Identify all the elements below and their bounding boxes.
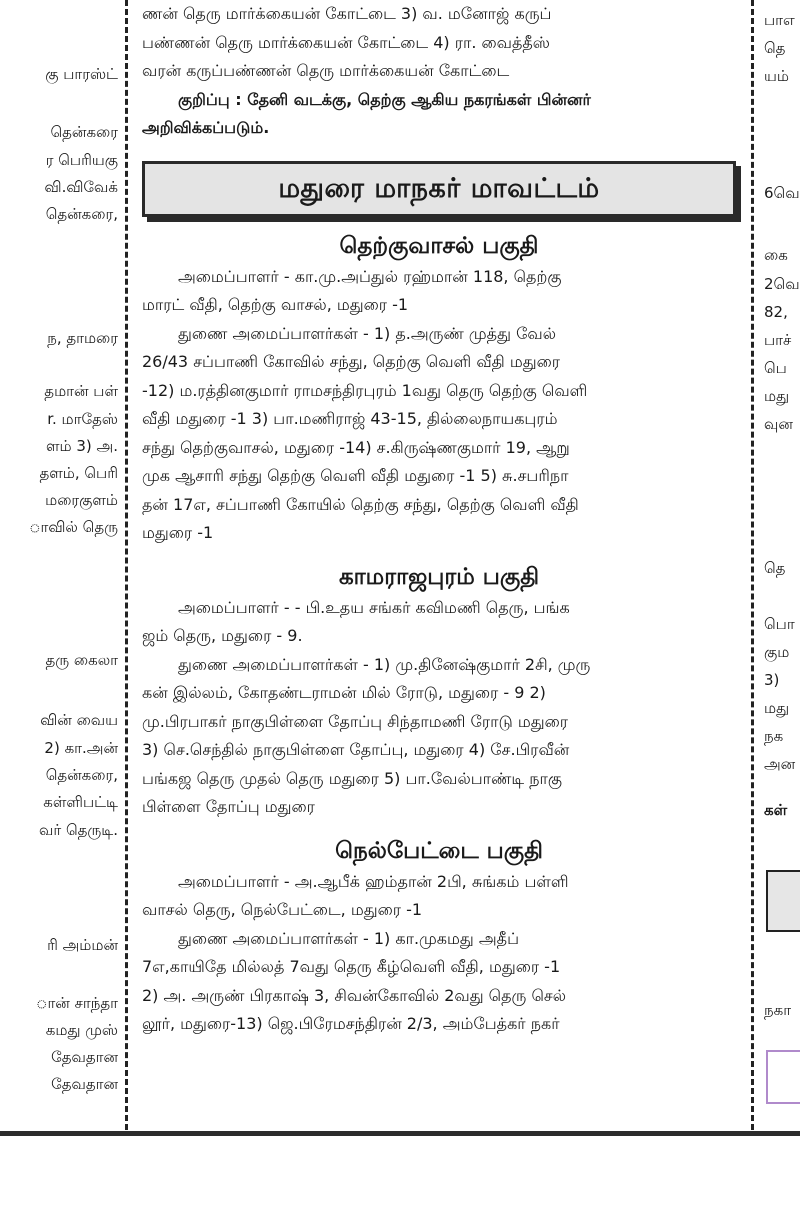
left-fragment: 2) கா.அன் — [44, 739, 118, 757]
column-divider-left — [125, 0, 128, 1130]
right-fragment: பெ — [764, 359, 787, 377]
left-fragment: வி.விவேக் — [44, 178, 118, 196]
text-line: வரன் கருப்பண்ணன் தெரு மார்க்கையன் கோட்டை — [142, 61, 510, 80]
page-bottom-rule — [0, 1131, 800, 1136]
left-fragment: தேவதான — [51, 1048, 118, 1066]
text-line: துணை அமைப்பாளர்கள் - 1) மு.தினேஷ்குமார் 2சி, முரு — [178, 654, 591, 674]
text-line: பிள்ளை தோப்பு மதுரை — [142, 797, 315, 816]
district-title-box — [142, 161, 736, 217]
column-divider-right — [751, 0, 754, 1130]
left-fragment: வின் வைய — [40, 711, 118, 729]
right-fragment: அன — [764, 755, 796, 773]
left-fragment: கள்ளிபட்டி — [43, 793, 118, 811]
right-fragment: பொ — [764, 615, 795, 633]
right-fragment: 3) — [764, 671, 780, 689]
intro-paragraph — [142, 0, 736, 86]
text-line: -12) ம.ரத்தினகுமார் ராமசந்திரபுரம் 1வது தெரு தெற்கு வெளி — [142, 380, 588, 400]
text-line: துணை அமைப்பாளர்கள் - 1) த.அருண் முத்து வேல் — [178, 323, 557, 343]
left-fragment: மரைகுளம் — [45, 491, 118, 509]
left-fragment: தரு கைலா — [45, 651, 118, 669]
right-fragment: கும — [764, 643, 790, 661]
right-fragment: தெ — [764, 559, 786, 577]
left-fragment: r. மாதேஸ் — [47, 410, 118, 428]
text-line: மு.பிரபாகர் நாகுபிள்ளை தோப்பு சிந்தாமணி ரோடு மதுரை — [142, 711, 568, 731]
section-heading: தெற்குவாசல் பகுதி — [339, 232, 539, 259]
right-fragment: கள் — [764, 801, 788, 819]
right-fragment: 6வெ — [764, 184, 800, 202]
text-line: அமைப்பாளர் - அ.ஆபீக் ஹம்தான் 2பி, சுங்கம் பள்ளி — [178, 871, 569, 891]
text-line: முக ஆசாரி சந்து தெற்கு வெளி வீதி மதுரை -1 5) சு.சபரிநா — [142, 466, 569, 485]
right-fragment: நகா — [764, 1001, 792, 1019]
organiser-paragraph — [142, 594, 736, 651]
text-line: பண்ணன் தெரு மார்க்கையன் கோட்டை 4) ரா. வைத்தீஸ் — [142, 32, 550, 52]
left-fragment: ான் சாந்தா — [36, 994, 118, 1012]
deputy-paragraph — [142, 320, 736, 548]
right-fragment: மது — [764, 387, 790, 405]
organiser-paragraph — [142, 263, 736, 320]
right-fragment: 2வெ — [764, 275, 800, 293]
right-fragment: 82, — [764, 303, 788, 321]
right-fragment: கை — [764, 246, 788, 264]
section-heading: நெல்பேட்டை பகுதி — [335, 837, 543, 864]
text-line: 7எ,காயிதே மில்லத் 7வது தெரு கீழ்வெளி வீதி, மதுரை -1 — [142, 957, 561, 976]
text-line: அமைப்பாளர் - - பி.உதய சங்கர் கவிமணி தெரு, பங்க — [178, 597, 570, 617]
left-fragment: தென்கரை, — [45, 766, 118, 784]
text-line: 2) அ. அருண் பிரகாஷ் 3, சிவன்கோவில் 2வது தெரு செல் — [142, 985, 567, 1005]
text-line: வாசல் தெரு, நெல்பேட்டை, மதுரை -1 — [142, 900, 423, 919]
text-line: லூர், மதுரை-13) ஜெ.பிரேமசந்திரன் 2/3, அம்பேத்கர் நகர் — [142, 1014, 560, 1033]
right-fragment: பாச் — [764, 331, 792, 349]
section-therkuvasal — [142, 231, 736, 548]
text-line: ஜம் தெரு, மதுரை - 9. — [142, 626, 303, 645]
text-line: மதுரை -1 — [142, 523, 214, 542]
deputy-paragraph — [142, 925, 736, 1039]
left-column-cropped — [0, 0, 118, 1130]
right-fragment: தெ — [764, 39, 786, 57]
text-line: மாரட் வீதி, தெற்கு வாசல், மதுரை -1 — [142, 295, 409, 314]
left-fragment: தமான் பள் — [44, 382, 118, 400]
text-line: துணை அமைப்பாளர்கள் - 1) கா.முகமது அதீப் — [178, 928, 519, 948]
left-fragment: ர பெரியகு — [45, 151, 118, 169]
text-line: 3) செ.செந்தில் நாகுபிள்ளை தோப்பு, மதுரை 4) சே.பிரவீன் — [142, 740, 570, 759]
organiser-paragraph — [142, 868, 736, 925]
right-fragment: பாஎ — [764, 11, 795, 29]
right-fragment: மது — [764, 699, 790, 717]
text-line: பங்கஜ தெரு முதல் தெரு மதுரை 5) பா.வேல்பாண்டி நாகு — [142, 768, 562, 788]
left-fragment: கமது முஸ் — [45, 1021, 118, 1039]
deputy-paragraph — [142, 651, 736, 822]
text-line: சந்து தெற்குவாசல், மதுரை -14) ச.கிருஷ்ணகுமார் 19, ஆறு — [142, 437, 570, 457]
left-fragment: ளம் 3) அ. — [46, 437, 118, 455]
section-nelpettai — [142, 836, 736, 1039]
right-fragment: நக — [764, 727, 784, 745]
text-line: அறிவிக்கப்படும். — [142, 118, 270, 137]
text-line: வீதி மதுரை -1 3) பா.மணிராஜ் 43-15, தில்லைநாயகபுரம் — [142, 409, 558, 428]
note-paragraph — [142, 86, 736, 143]
text-line: தன் 17எ, சப்பாணி கோயில் தெற்கு சந்து, தெற்கு வெளி வீதி — [142, 494, 579, 514]
main-column — [142, 0, 736, 1039]
section-kamarajapuram — [142, 562, 736, 822]
text-line: அமைப்பாளர் - கா.மு.அப்துல் ரஹ்மான் 118, தெற்கு — [178, 266, 562, 286]
left-fragment: தேவதான — [51, 1075, 118, 1093]
right-heading-box — [766, 870, 800, 932]
left-fragment: தென்கரை, — [45, 205, 118, 223]
text-line: கன் இல்லம், கோதண்டராமன் மில் ரோடு, மதுரை - 9 2) — [142, 683, 546, 702]
right-fragment: யம் — [764, 67, 789, 85]
text-line: குறிப்பு : தேனி வடக்கு, தெற்கு ஆகிய நகரங்கள் பின்னர் — [178, 89, 591, 109]
text-line: 26/43 சப்பாணி கோவில் சந்து, தெற்கு வெளி வீதி மதுரை — [142, 352, 560, 371]
right-notice-box — [766, 1050, 800, 1104]
left-fragment: வர் தெருடி. — [38, 821, 118, 839]
text-line: ணன் தெரு மார்க்கையன் கோட்டை 3) வ. மனோஜ் கருப் — [142, 4, 552, 23]
section-heading: காமராஜபுரம் பகுதி — [338, 563, 540, 590]
left-fragment: ந, தாமரை — [47, 329, 118, 347]
left-fragment: தென்கரை — [50, 123, 118, 141]
right-column-cropped — [760, 0, 800, 1130]
left-fragment: தளம், பெரி — [39, 464, 118, 482]
district-title: மதுரை மாநகர் மாவட்டம் — [278, 172, 600, 204]
left-fragment: ரி அம்மன் — [47, 936, 118, 954]
left-fragment: ாவில் தெரு — [29, 518, 118, 536]
right-fragment: வுன — [764, 415, 793, 433]
left-fragment: கு பாரஸ்ட் — [45, 65, 118, 83]
